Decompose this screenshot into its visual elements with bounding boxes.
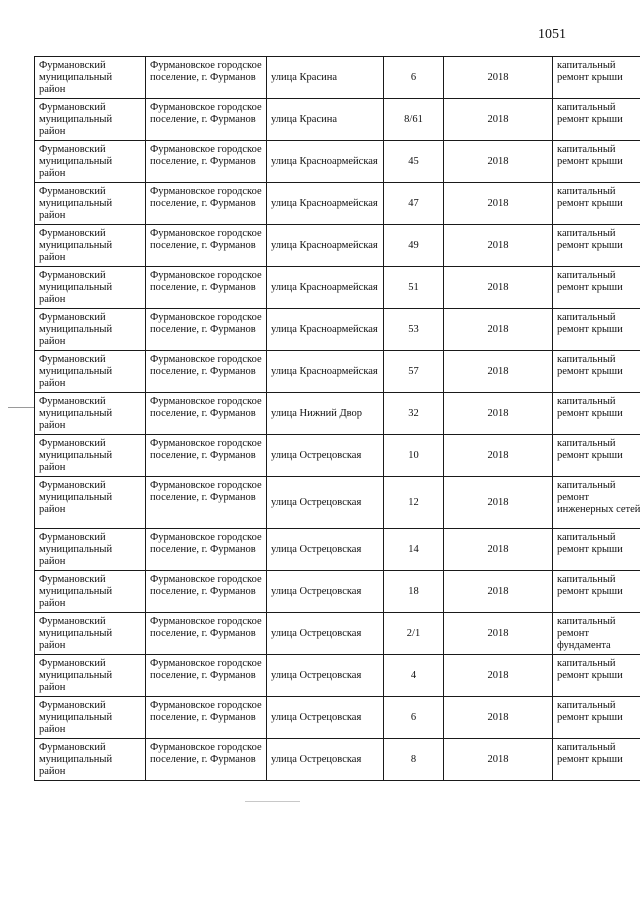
year-cell: 2018 [444,655,553,697]
district-cell: Фурмановский муниципальный район [35,57,146,99]
settlement-cell: Фурмановское городское поселение, г. Фурманов [146,225,267,267]
settlement-cell: Фурмановское городское поселение, г. Фурманов [146,529,267,571]
settlement-cell: Фурмановское городское поселение, г. Фурманов [146,141,267,183]
settlement-cell: Фурмановское городское поселение, г. Фурманов [146,739,267,781]
house-number-cell: 8 [384,739,444,781]
year-cell: 2018 [444,267,553,309]
table-row [35,477,640,529]
year-cell: 2018 [444,529,553,571]
street-cell: улица Красина [267,57,384,99]
table-row [35,697,640,739]
year-cell: 2018 [444,697,553,739]
year-cell: 2018 [444,351,553,393]
settlement-cell: Фурмановское городское поселение, г. Фурманов [146,99,267,141]
settlement-cell: Фурмановское городское поселение, г. Фурманов [146,613,267,655]
house-number-cell: 8/61 [384,99,444,141]
house-number-cell: 12 [384,477,444,529]
table-row [35,571,640,613]
work-type-cell: капитальный ремонт крыши [553,739,640,781]
registry-table-body [35,57,640,781]
year-cell: 2018 [444,183,553,225]
table-row [35,529,640,571]
settlement-cell: Фурмановское городское поселение, г. Фурманов [146,571,267,613]
year-cell: 2018 [444,141,553,183]
district-cell: Фурмановский муниципальный район [35,99,146,141]
year-cell: 2018 [444,613,553,655]
year-cell: 2018 [444,571,553,613]
table-row [35,739,640,781]
table-row [35,141,640,183]
settlement-cell: Фурмановское городское поселение, г. Фурманов [146,183,267,225]
street-cell: улица Красноармейская [267,267,384,309]
street-cell: улица Острецовская [267,435,384,477]
street-cell: улица Красноармейская [267,351,384,393]
work-type-cell: капитальный ремонт крыши [553,351,640,393]
table-row [35,309,640,351]
work-type-cell: капитальный ремонт инженерных сетей [553,477,640,529]
work-type-cell: капитальный ремонт крыши [553,99,640,141]
house-number-cell: 18 [384,571,444,613]
settlement-cell: Фурмановское городское поселение, г. Фурманов [146,393,267,435]
district-cell: Фурмановский муниципальный район [35,529,146,571]
year-cell: 2018 [444,57,553,99]
street-cell: улица Острецовская [267,529,384,571]
house-number-cell: 32 [384,393,444,435]
year-cell: 2018 [444,435,553,477]
district-cell: Фурмановский муниципальный район [35,613,146,655]
work-type-cell: капитальный ремонт крыши [553,655,640,697]
work-type-cell: капитальный ремонт крыши [553,529,640,571]
street-cell: улица Острецовская [267,477,384,529]
table-row [35,183,640,225]
year-cell: 2018 [444,393,553,435]
house-number-cell: 57 [384,351,444,393]
year-cell: 2018 [444,739,553,781]
settlement-cell: Фурмановское городское поселение, г. Фурманов [146,477,267,529]
margin-scan-mark [8,407,34,408]
year-cell: 2018 [444,477,553,529]
house-number-cell: 51 [384,267,444,309]
bottom-scan-mark [245,801,300,802]
table-row [35,435,640,477]
work-type-cell: капитальный ремонт крыши [553,571,640,613]
table-row [35,267,640,309]
district-cell: Фурмановский муниципальный район [35,351,146,393]
district-cell: Фурмановский муниципальный район [35,393,146,435]
work-type-cell: капитальный ремонт крыши [553,267,640,309]
street-cell: улица Красноармейская [267,309,384,351]
work-type-cell: капитальный ремонт крыши [553,697,640,739]
district-cell: Фурмановский муниципальный район [35,141,146,183]
work-type-cell: капитальный ремонт фундамента [553,613,640,655]
year-cell: 2018 [444,309,553,351]
district-cell: Фурмановский муниципальный район [35,697,146,739]
district-cell: Фурмановский муниципальный район [35,309,146,351]
page-number: 1051 [538,27,566,42]
street-cell: улица Острецовская [267,571,384,613]
house-number-cell: 2/1 [384,613,444,655]
repair-registry-table [34,56,640,781]
street-cell: улица Острецовская [267,697,384,739]
year-cell: 2018 [444,99,553,141]
house-number-cell: 10 [384,435,444,477]
house-number-cell: 45 [384,141,444,183]
street-cell: улица Острецовская [267,739,384,781]
table-row [35,225,640,267]
settlement-cell: Фурмановское городское поселение, г. Фурманов [146,309,267,351]
table-row [35,57,640,99]
settlement-cell: Фурмановское городское поселение, г. Фурманов [146,57,267,99]
house-number-cell: 53 [384,309,444,351]
district-cell: Фурмановский муниципальный район [35,739,146,781]
work-type-cell: капитальный ремонт крыши [553,57,640,99]
work-type-cell: капитальный ремонт крыши [553,435,640,477]
settlement-cell: Фурмановское городское поселение, г. Фурманов [146,697,267,739]
district-cell: Фурмановский муниципальный район [35,571,146,613]
street-cell: улица Острецовская [267,613,384,655]
table-row [35,613,640,655]
street-cell: улица Красноармейская [267,183,384,225]
house-number-cell: 6 [384,697,444,739]
house-number-cell: 49 [384,225,444,267]
work-type-cell: капитальный ремонт крыши [553,393,640,435]
settlement-cell: Фурмановское городское поселение, г. Фурманов [146,435,267,477]
street-cell: улица Красина [267,99,384,141]
district-cell: Фурмановский муниципальный район [35,435,146,477]
work-type-cell: капитальный ремонт крыши [553,141,640,183]
district-cell: Фурмановский муниципальный район [35,267,146,309]
street-cell: улица Красноармейская [267,141,384,183]
street-cell: улица Острецовская [267,655,384,697]
district-cell: Фурмановский муниципальный район [35,655,146,697]
street-cell: улица Нижний Двор [267,393,384,435]
table-row [35,351,640,393]
table-row [35,393,640,435]
settlement-cell: Фурмановское городское поселение, г. Фурманов [146,267,267,309]
district-cell: Фурмановский муниципальный район [35,225,146,267]
work-type-cell: капитальный ремонт крыши [553,309,640,351]
year-cell: 2018 [444,225,553,267]
table-row [35,99,640,141]
settlement-cell: Фурмановское городское поселение, г. Фурманов [146,351,267,393]
street-cell: улица Красноармейская [267,225,384,267]
house-number-cell: 4 [384,655,444,697]
district-cell: Фурмановский муниципальный район [35,183,146,225]
district-cell: Фурмановский муниципальный район [35,477,146,529]
table-row [35,655,640,697]
house-number-cell: 14 [384,529,444,571]
house-number-cell: 6 [384,57,444,99]
work-type-cell: капитальный ремонт крыши [553,183,640,225]
work-type-cell: капитальный ремонт крыши [553,225,640,267]
house-number-cell: 47 [384,183,444,225]
settlement-cell: Фурмановское городское поселение, г. Фурманов [146,655,267,697]
